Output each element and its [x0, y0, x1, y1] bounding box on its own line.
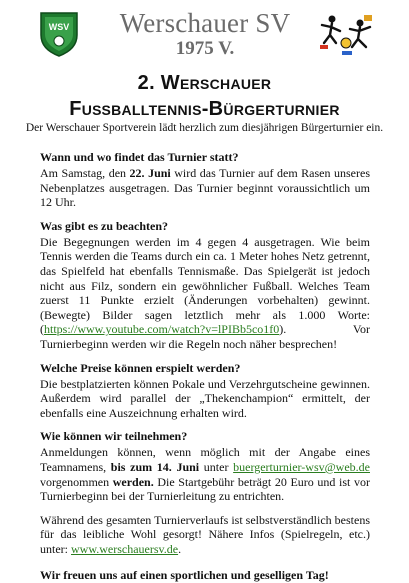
section-prizes	[40, 361, 370, 421]
section-when-where	[40, 150, 370, 210]
section-question: Wie können wir teilnehmen?	[40, 429, 188, 444]
closing-line: Wir freuen uns auf einen sportlichen und geselligen Tag!	[40, 568, 329, 583]
section-rules	[40, 219, 370, 352]
section-text: Die bestplatzierten können Pokale und Verzehrgutscheine gewinnen. Außerdem wird parallel der „Thekenchampion“ ermittelt, der ebenfalls eine Auszeichnung erhalten wird.	[40, 376, 370, 420]
letterhead	[0, 0, 409, 66]
section-registration	[40, 429, 370, 503]
deadline-highlight: bis zum 14. Juni	[110, 459, 200, 474]
flyer-title	[0, 70, 409, 122]
youtube-link[interactable]: https://www.youtube.com/watch?v=lPIBb5co1f0	[44, 322, 280, 337]
title-line-1: 2. Werschauer	[137, 72, 272, 94]
section-text: Anmeldungen können, wenn möglich mit der Angabe eines Teamnamens, bis zum 14. Juni unter buergerturnier-wsv@web.de vorgenommen werden. Die Startgebühr beträgt 20 Euro und ist vor Turnierbeginn bei der Turnierleitung zu entrichten.	[40, 445, 370, 504]
email-link[interactable]: buergerturnier-wsv@web.de	[233, 459, 370, 474]
club-crest-logo	[39, 11, 79, 57]
crest-text: WSV	[48, 22, 70, 32]
section-text: Während des gesamten Turnierverlaufs ist selbstverständlich bestens für das leibliche Wohl gesorgt! Nähere Infos (Spielregeln, etc.) unter: www.werschauersv.de.	[40, 512, 370, 556]
intro-text: Der Werschauer Sportverein lädt herzlich zum diesjährigen Bürgerturnier ein.	[25, 122, 384, 134]
website-link[interactable]: www.werschauersv.de	[71, 541, 179, 556]
flyer-body	[40, 150, 370, 583]
section-info	[40, 513, 370, 557]
section-question: Was gibt es zu beachten?	[40, 218, 169, 233]
title-line-2: Fußballtennis-Bürgerturnier	[69, 98, 340, 120]
section-question: Welche Preise können erspielt werden?	[40, 360, 241, 375]
club-founding-year: 1975 V.	[175, 38, 235, 59]
football-tennis-players-clipart	[318, 13, 374, 57]
section-question: Wann und wo findet das Turnier statt?	[40, 150, 239, 164]
section-text: Am Samstag, den 22. Juni wird das Turnier auf dem Rasen unseres Nebenplatzes ausgetragen. Das Turnier beginnt voraussichtlich um 12 Uhr.	[40, 166, 370, 210]
date-highlight: 22. Juni	[129, 166, 171, 180]
section-text: Die Begegnungen werden im 4 gegen 4 ausgetragen. Wie beim Tennis werden die Teams durch ein ca. 1 Meter hohes Netz getrennt, das Spielfeld hat ebenfalls Tennismaße. Das Spielgerät ist jedoch nicht aus Filz, sondern ein gewöhnlicher Fußball. Welches Team zuerst 11 Punkte erzielt (Änderungen vorbehalten) gewinnt. (Bewegte) Bilder sagen letztlich mehr als 1.000 Worte: (https://www.youtube.com/watch?v=lPIBb5co1f0). Vor Turnierbeginn werden wir die Regeln noch näher besprechen!	[40, 234, 370, 351]
club-name: Werschauer SV	[119, 8, 291, 38]
